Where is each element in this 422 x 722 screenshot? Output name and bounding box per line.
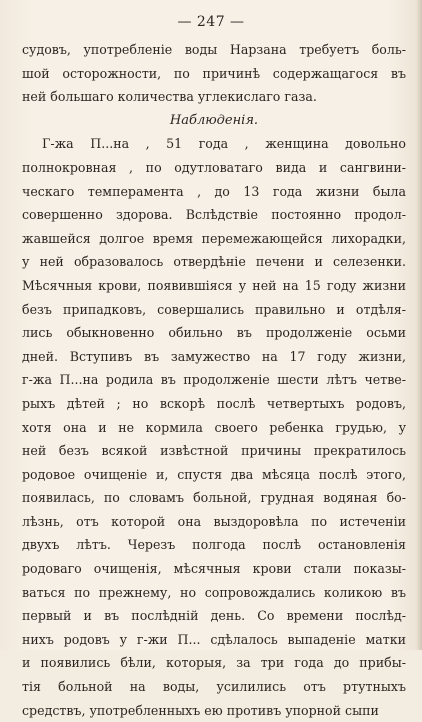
text-line: Г-жа П...на , 51 года , женщина довольно — [42, 136, 406, 152]
text-line: шой осторожности, по причинѣ содержащагося въ — [22, 65, 406, 81]
text-line: дней. Вступивъ въ замужество на 17 году жизни, — [22, 348, 406, 364]
text-line: первый и въ послѣдній день. Со времени послѣд- — [22, 608, 406, 624]
text-line: и появились бѣли, которыя, за три года до прибы- — [22, 655, 406, 671]
text-line: полнокровная , по одутловатаго вида и сангвини- — [22, 159, 406, 175]
text-line: двухъ лѣтъ. Черезъ полгода послѣ остановленія — [22, 537, 406, 553]
text-line: лись обыкновенно обильно въ продолженіе осьми — [22, 325, 406, 341]
text-line: ваться по прежнему, но сопровождались коликою въ — [22, 584, 406, 600]
text-line: Мѣсячныя крови, появившіяся у ней на 15 году жизни — [22, 277, 406, 293]
body-text — [22, 38, 406, 722]
text-line: тія больной на воды, усилились отъ ртутныхъ — [22, 679, 406, 695]
text-line: родовое очищеніе и, спустя два мѣсяца послѣ этого, — [22, 466, 406, 482]
text-line: появилась, по словамъ больной, грудная водяная бо- — [22, 490, 406, 506]
page-edge-shadow — [416, 0, 422, 650]
text-line: совершенно здорова. Вслѣдствіе постоянно продол- — [22, 207, 406, 223]
text-line: лѣзнь, отъ которой она выздоровѣла по истеченіи — [22, 513, 406, 529]
text-line: г-жа П...на родила въ продолженіе шести лѣтъ четве- — [22, 372, 406, 388]
text-line: средствъ, употребленныхъ ею противъ упорной сыпи — [22, 702, 379, 718]
text-line: нихъ родовъ у г-жи П... сдѣлалось выпаденіе матки — [22, 631, 406, 647]
page-number: — 247 — — [177, 14, 245, 30]
text-line: ней безъ всякой извѣстной причины прекратилось — [22, 443, 406, 459]
text-line: хотя она и не кормила своего ребенка грудью, у — [22, 419, 406, 435]
text-line: у ней образовалось отвердѣніе печени и селезенки. — [22, 254, 406, 270]
text-line: ческаго темперамента , до 13 года жизни была — [22, 183, 406, 199]
section-heading: Наблюденія. — [169, 112, 259, 128]
text-line: жавшейся долгое время перемежающейся лихорадки, — [22, 230, 406, 246]
text-line: родоваго очищенія, мѣсячныя крови стали показы- — [22, 561, 406, 577]
text-line: безъ припадковъ, совершались правильно и отдѣля- — [22, 301, 406, 317]
text-line: рыхъ дѣтей ; но вскорѣ послѣ четвертыхъ родовъ, — [22, 395, 406, 411]
text-line: судовъ, употребленіе воды Нарзана требуетъ боль- — [22, 42, 406, 57]
text-line: ней большаго количества углекислаго газа. — [22, 89, 317, 105]
